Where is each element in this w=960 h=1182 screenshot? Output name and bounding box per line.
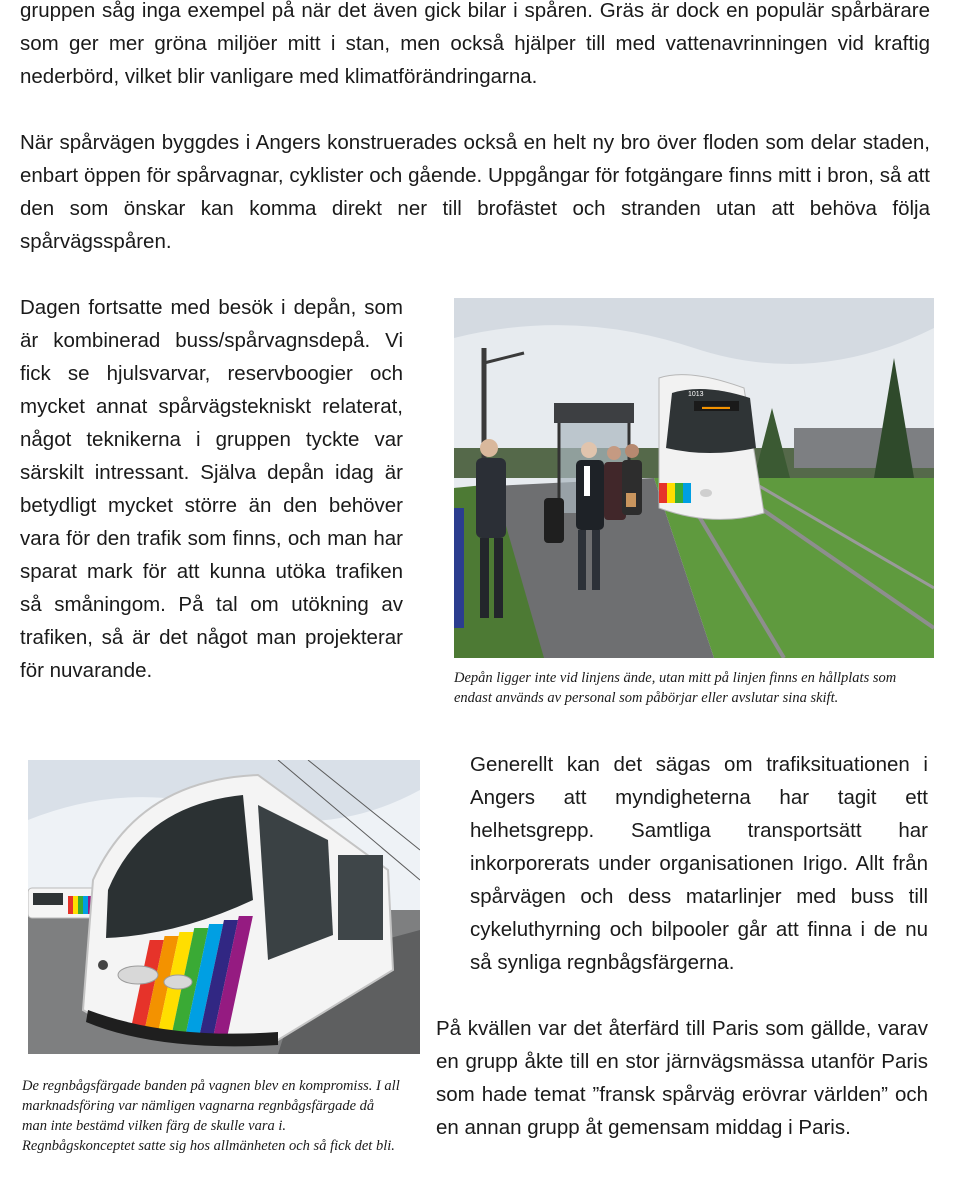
rainbow-tram-photo bbox=[28, 760, 420, 1054]
paragraph-return-paris: På kvällen var det återfärd till Paris som gällde, varav en grupp åkte till en stor järnvägsmässa utanför Paris som hade temat ”fransk spårväg erövrar världen” och en annan grupp åt gemensam middag i Paris. bbox=[436, 1017, 928, 1139]
tram-number: 1013 bbox=[688, 391, 704, 398]
paragraph-traffic-situation: Generellt kan det sägas om trafiksituationen i Angers att myndigheterna har tagit ett helhetsgrepp. Samtliga transportsätt har inkorporerats under organisationen Irigo. Allt från spårvägen och dess matarlinjer med buss till cykeluthyrning och bilpooler går att finna i de nu så synliga regnbågsfärgerna. bbox=[470, 753, 928, 974]
svg-text:▬▬▬▬: ▬▬▬▬ bbox=[702, 404, 730, 411]
caption-depot-stop: Depån ligger inte vid linjens ände, utan mitt på linjen finns en hållplats som endast används av personal som påbörjar eller avslutar sina skift. bbox=[454, 670, 897, 706]
caption-rainbow-tram: De regnbågsfärgade banden på vagnen blev en kompromiss. I all marknadsföring var nämligen vagnarna regnbågsfärgade då man inte bestämd vilken färg de skulle vara i. Regnbågskonceptet satte sig hos allmänheten och så fick det bli. bbox=[22, 1078, 400, 1154]
paragraph-bridge: När spårvägen byggdes i Angers konstruerades också en helt ny bro över floden som delar staden, enbart öppen för spårvagnar, cyklister och gående. Uppgångar för fotgängare finns mitt i bron, så att den som önskar kan komma direkt ner till brofästet och stranden utan att behöva följa spårvägsspåren. bbox=[20, 131, 930, 253]
paragraph-depot-visit: Dagen fortsatte med besök i depån, som är kombinerad buss/spårvagnsdepå. Vi fick se hjulsvarvar, reservboogier och mycket annat spårvägstekniskt relaterat, något teknikerna i gruppen tyckte var särskilt intressant. Själva depån idag är betydligt mycket större än den behöver vara för den trafik som finns, och man har sparat mark för att kunna utöka trafiken så småningom. På tal om utökning av trafiken, så är det något man projekterar för nuvarande. bbox=[20, 296, 403, 682]
paragraph-grass-tracks: gruppen såg inga exempel på när det även gick bilar i spåren. Gräs är dock en populär spårbärare som ger mer gröna miljöer mitt i stan, men också hjälper till med vattenavrinningen vid kraftig nederbörd, vilket blir vanligare med klimatförändringarna. bbox=[20, 0, 930, 88]
depot-stop-photo bbox=[454, 298, 934, 658]
